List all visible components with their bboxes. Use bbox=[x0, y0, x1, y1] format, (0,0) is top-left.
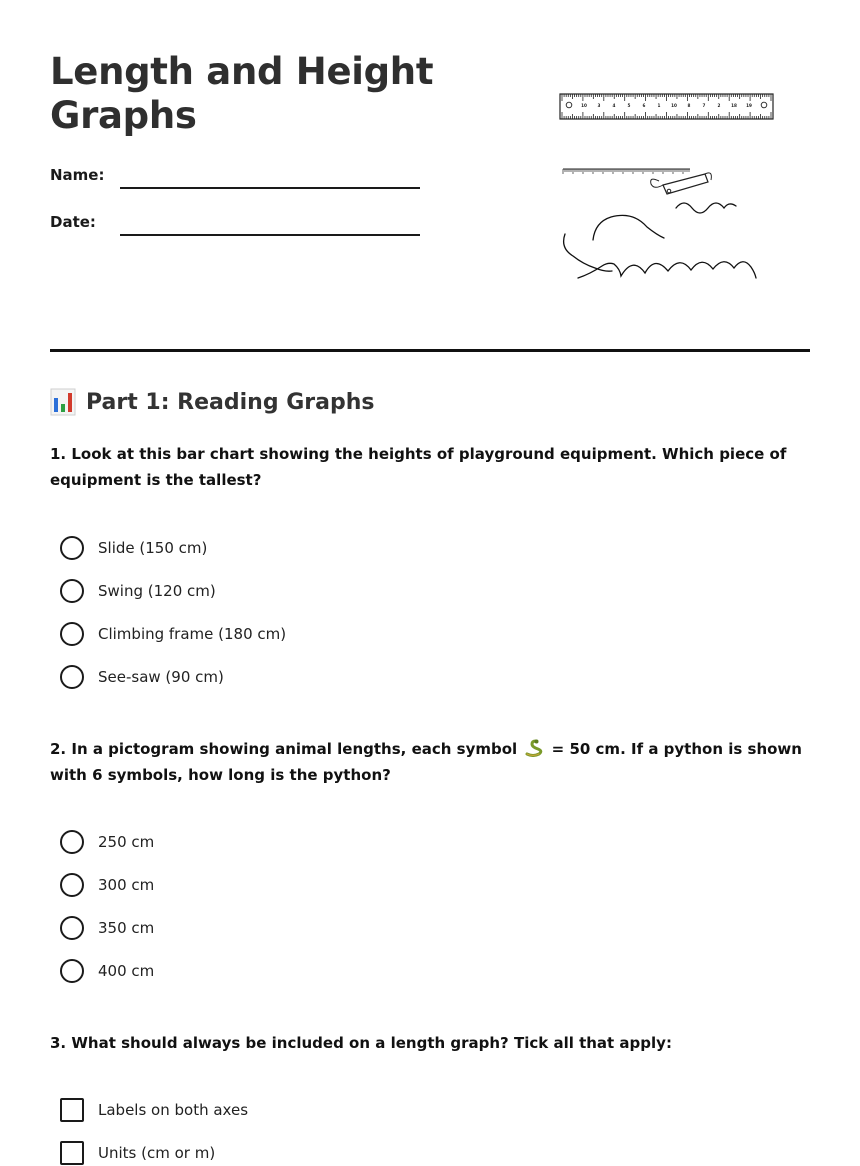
radio-button[interactable] bbox=[60, 830, 84, 854]
worksheet-title: Length and Height Graphs bbox=[50, 50, 434, 137]
question-2-option-4[interactable] bbox=[60, 958, 154, 984]
bar-chart-icon bbox=[50, 388, 76, 416]
ruler-number: 2 bbox=[717, 103, 721, 108]
ruler-number: 4 bbox=[612, 103, 616, 108]
ruler-number: 5 bbox=[627, 103, 631, 108]
tape-measure-icon bbox=[563, 169, 711, 194]
ruler-number: 10 bbox=[671, 103, 677, 108]
option-label: 250 cm bbox=[98, 833, 155, 851]
section-heading-text: Part 1: Reading Graphs bbox=[86, 389, 375, 415]
string-icon bbox=[564, 203, 756, 278]
ruler-number: 7 bbox=[702, 103, 706, 108]
radio-button[interactable] bbox=[60, 916, 84, 940]
question-3-text: 3. What should always be included on a length graph? Tick all that apply: bbox=[50, 1034, 672, 1052]
option-label: Labels on both axes bbox=[98, 1101, 249, 1119]
question-2-text bbox=[50, 736, 815, 788]
question-1-option-4[interactable] bbox=[60, 664, 224, 690]
question-2-option-1[interactable] bbox=[60, 829, 154, 855]
option-label: See-saw (90 cm) bbox=[98, 668, 224, 686]
ruler-icon bbox=[560, 94, 773, 119]
option-label: Climbing frame (180 cm) bbox=[98, 625, 287, 643]
ruler-number: 8 bbox=[687, 103, 691, 108]
checkbox[interactable] bbox=[60, 1098, 84, 1122]
option-label: Units (cm or m) bbox=[98, 1144, 216, 1162]
date-field[interactable] bbox=[120, 234, 420, 236]
option-label: 300 cm bbox=[98, 876, 155, 894]
question-2-text-start: 2. In a pictogram showing animal lengths, each symbol bbox=[50, 740, 518, 758]
ruler-number: 6 bbox=[642, 103, 646, 108]
snake-icon bbox=[524, 739, 544, 757]
ruler-number: 3 bbox=[597, 103, 601, 108]
option-label: Slide (150 cm) bbox=[98, 539, 208, 557]
radio-button[interactable] bbox=[60, 873, 84, 897]
name-field[interactable] bbox=[120, 187, 420, 189]
question-3-option-1[interactable] bbox=[60, 1097, 248, 1123]
option-label: 350 cm bbox=[98, 919, 155, 937]
radio-button[interactable] bbox=[60, 665, 84, 689]
radio-button[interactable] bbox=[60, 536, 84, 560]
ruler-number: 19 bbox=[746, 103, 752, 108]
section-divider bbox=[50, 349, 810, 352]
radio-button[interactable] bbox=[60, 579, 84, 603]
question-3-option-2[interactable] bbox=[60, 1140, 215, 1166]
option-label: Swing (120 cm) bbox=[98, 582, 216, 600]
option-label: 400 cm bbox=[98, 962, 155, 980]
question-2-text-end: = 50 cm. If a python is shown with 6 symbols, how long is the python? bbox=[50, 740, 802, 784]
radio-button[interactable] bbox=[60, 622, 84, 646]
question-2-option-2[interactable] bbox=[60, 872, 154, 898]
question-1-text: 1. Look at this bar chart showing the heights of playground equipment. Which piece of equipment is the tallest? bbox=[50, 445, 787, 489]
section-heading bbox=[50, 388, 375, 416]
ruler-number: 1 bbox=[657, 103, 661, 108]
question-1-option-2[interactable] bbox=[60, 578, 216, 604]
question-1-option-1[interactable] bbox=[60, 535, 207, 561]
measuring-illustration bbox=[555, 88, 775, 288]
radio-button[interactable] bbox=[60, 959, 84, 983]
question-1-option-3[interactable] bbox=[60, 621, 286, 647]
ruler-number: 10 bbox=[581, 103, 587, 108]
question-2-option-3[interactable] bbox=[60, 915, 154, 941]
ruler-number: 18 bbox=[731, 103, 737, 108]
name-label: Name: bbox=[50, 166, 105, 184]
checkbox[interactable] bbox=[60, 1141, 84, 1165]
date-label: Date: bbox=[50, 213, 96, 231]
